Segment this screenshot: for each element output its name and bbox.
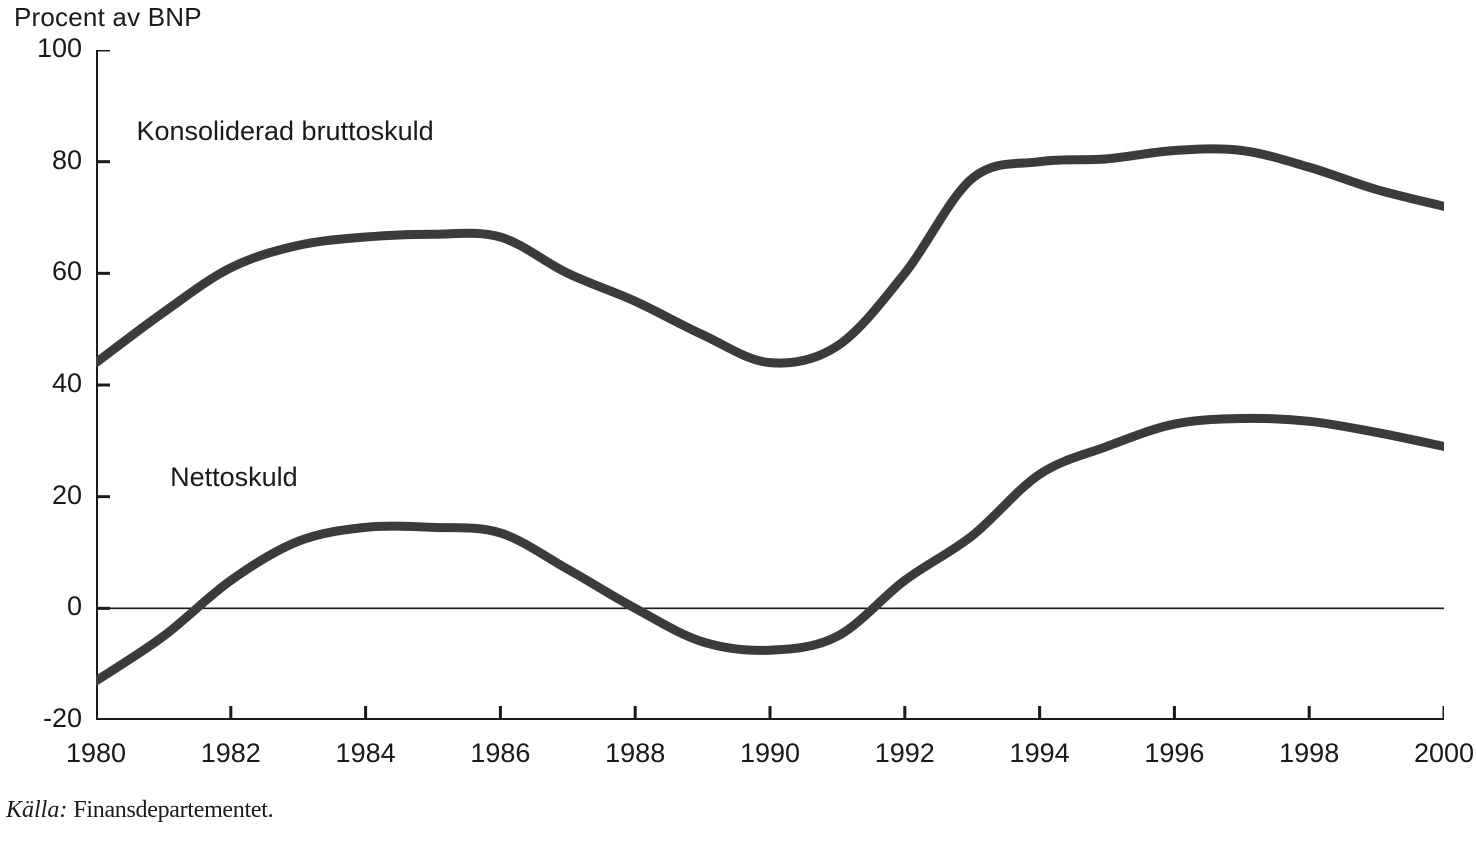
axis-title: Procent av BNP — [14, 2, 202, 32]
series-annotation-2: Nettoskuld — [170, 461, 298, 492]
x-axis-tick-label: 1980 — [65, 738, 127, 768]
x-axis-tick-label: 1992 — [874, 738, 935, 768]
x-axis-tick-label: 1986 — [470, 738, 531, 768]
x-axis-tick-label: 1982 — [200, 738, 261, 768]
y-axis-tick-label: 60 — [51, 256, 82, 287]
x-axis-tick-label: 1998 — [1279, 738, 1340, 768]
y-axis-tick-label: 100 — [36, 33, 82, 63]
x-axis-tick-label: 1984 — [335, 738, 396, 768]
x-axis-tick-label: 2000 — [1413, 738, 1475, 768]
y-axis-tick-label: 40 — [51, 368, 82, 398]
x-axis-tick-label: 1994 — [1009, 738, 1070, 768]
y-axis-tick-label: 20 — [51, 479, 82, 510]
series-annotation-1: Konsoliderad bruttoskuld — [136, 115, 434, 146]
source-label: Källa: — [6, 797, 68, 823]
source-note — [6, 797, 273, 824]
x-axis-tick-label: 1996 — [1144, 738, 1205, 768]
series-line-1 — [96, 149, 1444, 363]
y-axis-tick-label: -20 — [42, 703, 82, 733]
y-axis-tick-label: 80 — [51, 144, 82, 175]
y-axis-tick-label: 0 — [66, 591, 82, 622]
x-axis-tick-label: 1990 — [739, 738, 801, 768]
series-line-2 — [96, 418, 1444, 681]
source-value: Finansdepartementet. — [73, 797, 274, 823]
x-axis-tick-label: 1988 — [605, 738, 666, 768]
plot-area — [96, 50, 1444, 720]
chart-canvas — [96, 50, 1444, 720]
